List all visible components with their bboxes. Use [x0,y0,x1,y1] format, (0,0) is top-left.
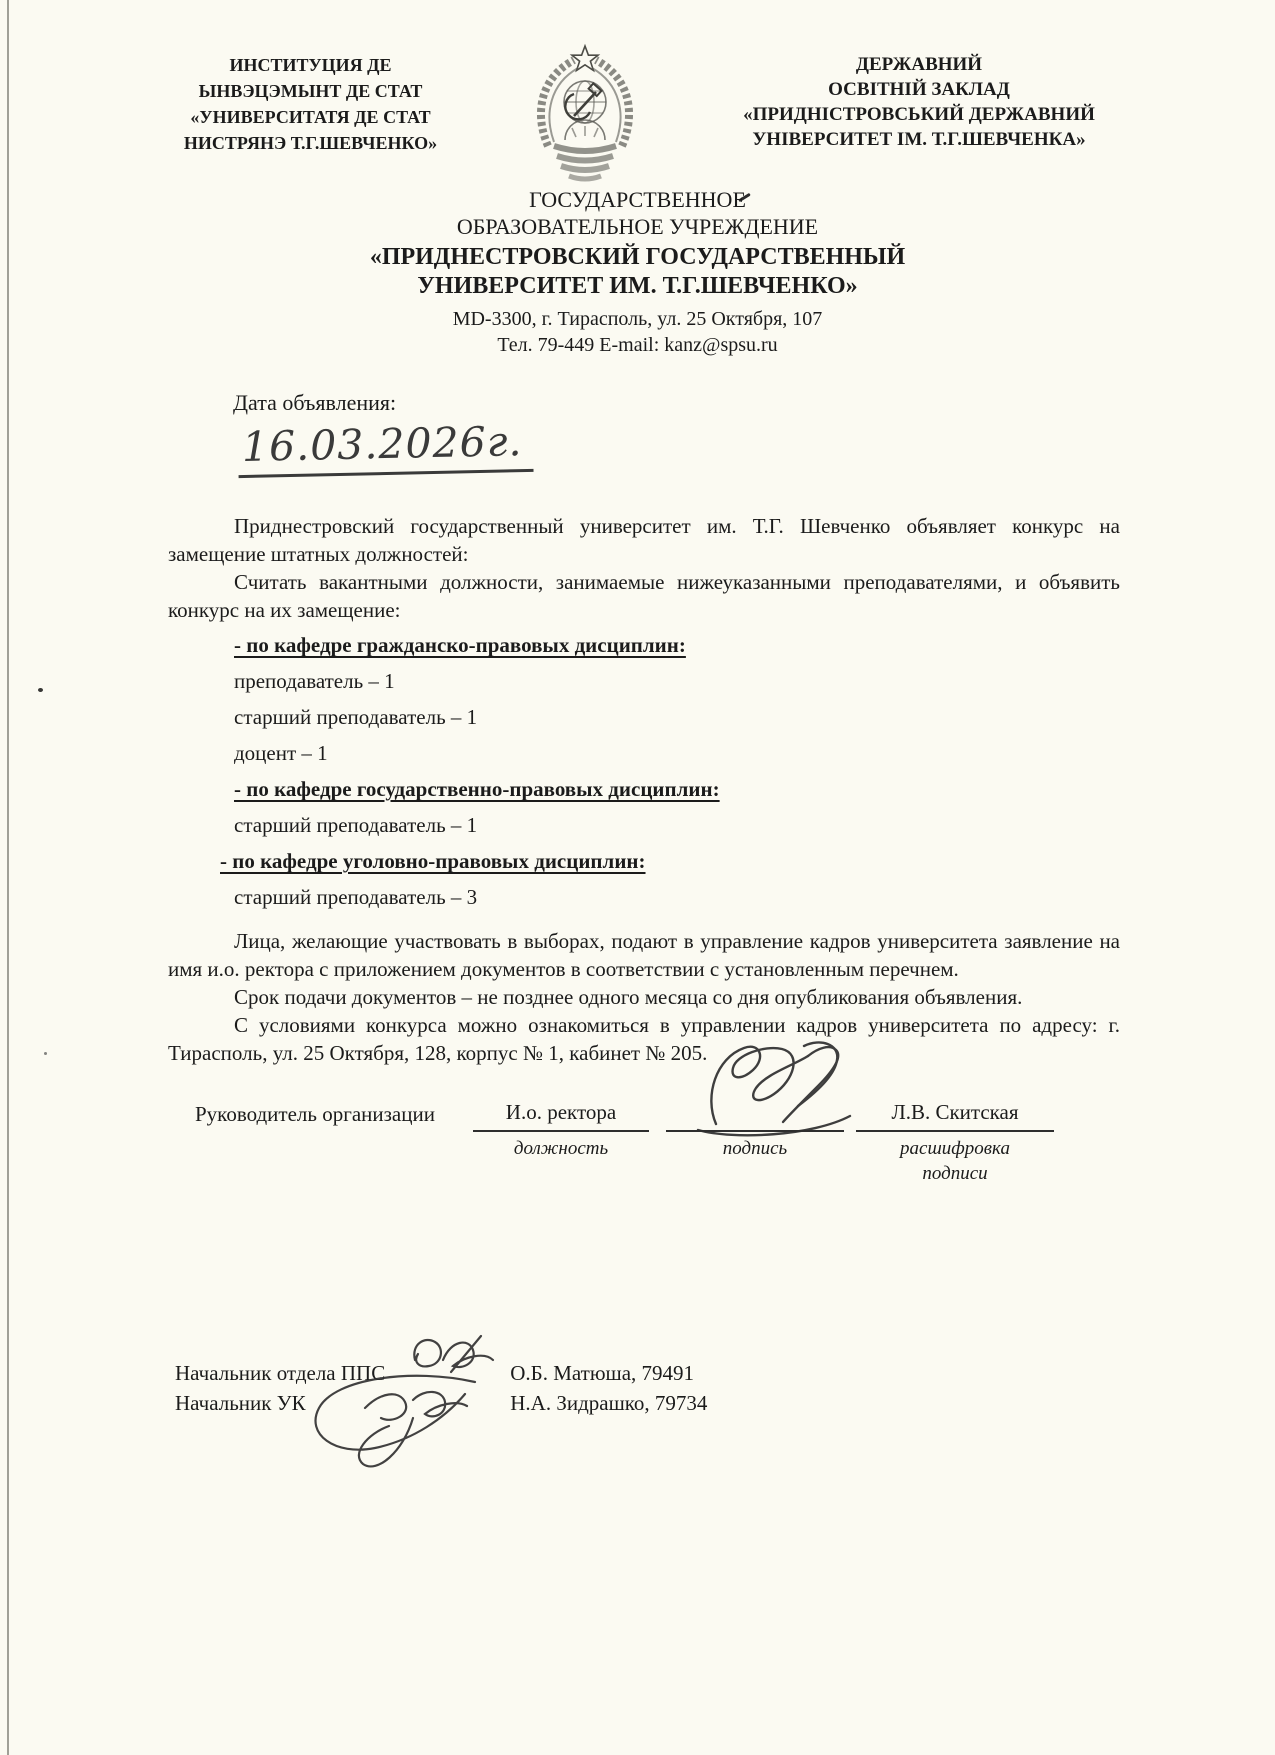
announcement-body [168,512,1120,1067]
vacancy-list [168,627,1120,915]
letterhead-line: НИСТРЯНЭ Т.Г.ШЕВЧЕНКО» [183,133,438,153]
organization-title-block [10,186,1265,358]
leader-label: Руководитель организации [195,1102,435,1126]
department-heading: - по кафедре уголовно-правовых дисциплин: [220,849,646,873]
handwritten-date: 16.03.2026г. [237,417,533,478]
officials-signature-scribble-icon [293,1330,511,1478]
paragraph-intro: Приднестровский государственный университет им. Т.Г. Шевченко объявляет конкурс на замещение штатных должностей: [168,514,1120,566]
paragraph-conditions: С условиями конкурса можно ознакомиться в управлении кадров университета по адресу: г. Тирасполь, ул. 25 Октября, 128, корпус № 1, кабинет № 205. [168,1013,1120,1065]
org-name-line: «ПРИДНЕСТРОВСКИЙ ГОСУДАРСТВЕННЫЙ [369,244,906,270]
signature-position-field [473,1100,649,1161]
position-line: старший преподаватель – 1 [234,705,478,729]
org-type-line: ГОСУДАРСТВЕННОЕ [529,187,746,212]
letterhead-line: УНІВЕРСИТЕТ ІМ. Т.Г.ШЕВЧЕНКА» [752,129,1086,150]
letterhead-line: «ПРИДНІСТРОВСЬКИЙ ДЕРЖАВНИЙ [743,104,1095,125]
name-caption: расшифровка подписи [900,1138,1010,1184]
org-type-line: ОБРАЗОВАТЕЛЬНОЕ УЧРЕЖДЕНИЕ [456,214,819,239]
scan-speck [38,688,43,692]
letterhead-line: ОСВІТНІЙ ЗАКЛАД [828,79,1010,100]
official-title: Начальник УК [175,1391,306,1415]
scan-speck [44,1052,47,1055]
position-value: И.о. ректора [473,1100,649,1132]
letterhead-moldovan-block [158,52,463,156]
letterhead-line: ИНСТИТУЦИЯ ДЕ [229,55,392,75]
official-contact: Н.А. Зидрашко, 79734 [510,1391,708,1415]
paragraph-vacancies: Считать вакантными должности, занимаемые нижеуказанными преподавателями, и объявить конкурс на их замещение: [168,570,1120,622]
position-line: доцент – 1 [234,741,328,765]
letterhead-line: «УНИВЕРСИТАТЯ ДЕ СТАТ [190,107,431,127]
department-heading: - по кафедре государственно-правовых дисциплин: [234,777,720,801]
department-heading: - по кафедре гражданско-правовых дисциплин: [234,633,686,657]
paragraph-deadline: Срок подачи документов – не позднее одного месяца со дня опубликования объявления. [234,985,1023,1009]
position-caption: должность [513,1138,609,1159]
letterhead-line: ДЕРЖАВНИЙ [855,54,983,75]
org-address: MD-3300, г. Тирасполь, ул. 25 Октября, 107 [452,308,823,330]
org-contacts: Тел. 79-449 E-mail: kanz@spsu.ru [497,334,778,356]
position-line: старший преподаватель – 3 [234,885,478,909]
announcement-date-label: Дата объявления: [233,390,397,415]
rector-signature-scribble-icon [686,1036,858,1144]
letterhead-ukrainian-block [688,52,1150,152]
name-value: Л.В. Скитская [856,1100,1054,1132]
official-title: Начальник отдела ППС [175,1361,386,1385]
official-contact: О.Б. Матюша, 79491 [510,1361,695,1385]
org-name-line: УНИВЕРСИТЕТ ИМ. Т.Г.ШЕВЧЕНКО» [417,273,858,299]
signature-name-field [856,1100,1054,1186]
paragraph-application: Лица, желающие участвовать в выборах, подают в управление кадров университета заявление на имя и.о. ректора с приложением документов в соответствии с установленным перечнем. [168,929,1120,981]
position-line: старший преподаватель – 1 [234,813,478,837]
signature-caption: подпись [722,1138,788,1159]
state-coat-of-arms-icon [524,42,646,187]
letterhead-line: ЫНВЭЦЭМЫНТ ДЕ СТАТ [198,81,423,101]
scan-edge-line [7,0,9,1755]
position-line: преподаватель – 1 [234,669,395,693]
